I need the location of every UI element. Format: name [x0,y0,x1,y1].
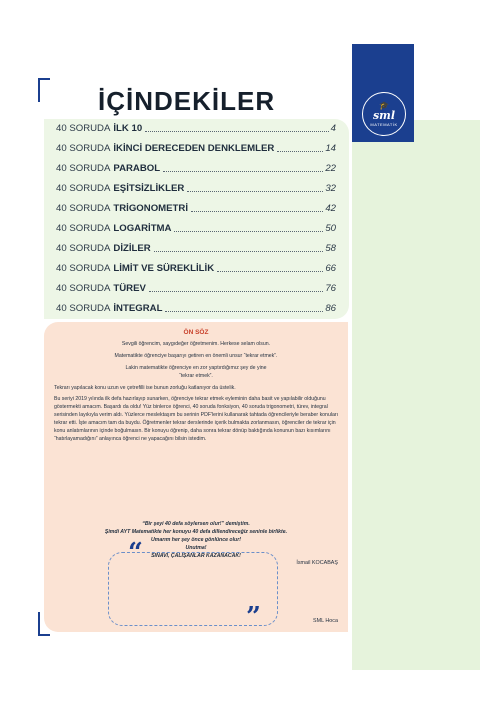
toc-prefix: 40 SORUDA [56,163,111,174]
preface-line: Matematikte öğrenciye başarıyı getiren en önemli unsur “tekrar etmek”. [114,353,278,359]
toc-leader [277,151,323,152]
preface-line: Tekrarı yapılacak konu uzun ve çetrefilli ise bunun zorluğu katlanıyor da üstelik. [54,385,236,391]
toc-prefix: 40 SORUDA [56,203,111,214]
preface-line: Sevgili öğrencim, saygıdeğer öğretmenim. Herkese selam olsun. [121,341,271,347]
toc-row[interactable] [56,203,336,214]
toc-topic: İKİNCİ DERECEDEN DENKLEMLER [113,143,275,154]
author-name: İsmail KOCABAŞ [296,560,338,566]
toc-leader [149,291,323,292]
preface-line: “tekrar etmek”. [179,373,213,379]
close-quote-icon: ” [246,602,261,632]
side-strip [352,120,480,670]
toc-page: 86 [325,303,336,314]
toc-prefix: 40 SORUDA [56,223,111,234]
toc-leader [163,171,323,172]
toc-row[interactable] [56,263,336,274]
graduation-cap-icon: 🎓 [379,100,389,110]
page-title: İÇİNDEKİLER [98,86,276,116]
open-quote-icon: “ [128,538,143,568]
preface-closing: Umarım her şey önce gönlünce olur! [151,537,241,543]
toc-leader [165,311,323,312]
preface-closing: Unutma! [185,545,207,551]
toc-row[interactable] [56,223,336,234]
toc-topic: LİMİT VE SÜREKLİLİK [113,263,215,274]
toc-leader [154,251,324,252]
toc-prefix: 40 SORUDA [56,263,111,274]
toc-topic: EŞİTSİZLİKLER [113,183,185,194]
toc-leader [174,231,323,232]
toc-prefix: 40 SORUDA [56,243,111,254]
toc-topic: TÜREV [113,283,146,294]
preface-closing: SINAVI, ÇALIŞANLAR KAZANACAK! [151,553,241,559]
toc-prefix: 40 SORUDA [56,303,111,314]
logo-mark: sml [372,108,395,122]
toc-page: 42 [325,203,336,214]
toc-page: 50 [325,223,336,234]
signature: SML Hoca [313,618,338,624]
toc-topic: İNTEGRAL [113,303,163,314]
corner-bracket-top [38,78,50,102]
toc-row[interactable] [56,143,336,154]
preface-paragraph: Bu seriyi 2019 yılında ilk defa hazırlayıp sunarken, öğrenciye tekrar etmek eyleminin daha basit ve yapılabilir olduğunu göstermekti amacım. Başardı da oldu! Yüz binlerce öğrenci, 40 soruda fonksiyon, 40 soruda trigonometri, türev, integral serisinden layıkıyla verim aldı. Yüzlerce meslektaşım bu serinin PDF'lerini kullanarak tahtada öğrencileriyle beraber konuları tekrar etti. İşte amacım tam da buydu. Öğretmenler tekrar derslerinde içerik bulmakta zorlanmasın, öğrenciler de tekrar için konu anlatımlarının içinde boğulmasın. Bir konuyu öğrenip, daha sonra tekrar dönüp baktığında konunun bazı kısımlarını “hatırlayamadığını” anlayınca öğrenci ne yapacağını bilsin istedim. [54,396,339,442]
toc-topic: TRİGONOMETRİ [113,203,189,214]
sml-logo [362,92,406,136]
toc-row[interactable] [56,123,336,134]
toc-row[interactable] [56,163,336,174]
preface-closing: Şimdi AYT Matematikte her konuyu 40 defa dillendireceğiz seninle birlikte. [104,529,288,535]
toc-page: 22 [325,163,336,174]
toc-page: 14 [325,143,336,154]
logo-subtitle: MATEMATİK [370,121,398,127]
preface-line: Lakin matematikte öğrenciye en zor yaptırdığımız şey de yine [125,365,267,371]
toc-leader [191,211,323,212]
toc-prefix: 40 SORUDA [56,143,111,154]
toc-topic: LOGARİTMA [113,223,172,234]
toc-prefix: 40 SORUDA [56,183,111,194]
preface-heading: ÖN SÖZ [183,329,209,336]
toc-prefix: 40 SORUDA [56,283,111,294]
toc-leader [217,271,323,272]
toc-page: 66 [325,263,336,274]
toc-page: 4 [330,123,336,134]
toc-leader [145,131,328,132]
preface-closing: “Bir şeyi 40 defa söylersen olur!” demiştim. [142,521,250,527]
toc-row[interactable] [56,283,336,294]
toc-row[interactable] [56,243,336,254]
toc-row[interactable] [56,183,336,194]
toc-topic: DİZİLER [113,243,151,254]
toc-leader [187,191,323,192]
toc-topic: PARABOL [113,163,161,174]
toc-page: 32 [325,183,336,194]
toc-prefix: 40 SORUDA [56,123,111,134]
toc-row[interactable] [56,303,336,314]
toc-page: 58 [325,243,336,254]
table-of-contents [44,119,349,319]
toc-topic: İLK 10 [113,123,143,134]
toc-page: 76 [325,283,336,294]
